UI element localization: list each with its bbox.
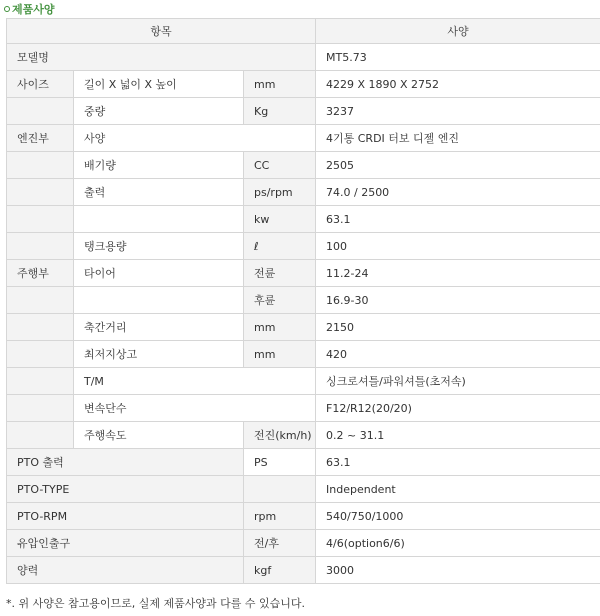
spec-label-cell: 탱크용량 <box>74 233 244 260</box>
spec-label-cell: mm <box>244 341 316 368</box>
spec-label-cell: PS <box>244 449 316 476</box>
spec-value-cell: Independent <box>316 476 600 503</box>
table-row <box>7 449 600 476</box>
spec-value-cell: 3237 <box>316 98 600 125</box>
spec-label-cell: kw <box>244 206 316 233</box>
table-row <box>7 206 600 233</box>
spec-label-cell: 양력 <box>7 557 244 584</box>
table-row <box>7 152 600 179</box>
table-row <box>7 530 600 557</box>
spec-label-cell <box>7 233 74 260</box>
spec-value-cell: 싱크로셔틀/파워셔틀(초저속) <box>316 368 600 395</box>
spec-value-cell: MT5.73 <box>316 44 600 71</box>
spec-label-cell: 최저지상고 <box>74 341 244 368</box>
spec-value-cell: 4/6(option6/6) <box>316 530 600 557</box>
table-row <box>7 233 600 260</box>
spec-label-cell: 중량 <box>74 98 244 125</box>
spec-label-cell: Kg <box>244 98 316 125</box>
spec-label-cell: ps/rpm <box>244 179 316 206</box>
spec-label-cell: 전/후 <box>244 530 316 557</box>
spec-label-cell: PTO-TYPE <box>7 476 244 503</box>
footnote: *. 위 사양은 참고용이므로, 실제 제품사양과 다를 수 있습니다. <box>6 597 305 610</box>
spec-value-cell: 540/750/1000 <box>316 503 600 530</box>
table-row <box>7 422 600 449</box>
spec-label-cell: 길이 X 넓이 X 높이 <box>74 71 244 98</box>
spec-label-cell: PTO 출력 <box>7 449 244 476</box>
spec-label-cell: 사양 <box>74 125 316 152</box>
spec-label-cell: 전진(km/h) <box>244 422 316 449</box>
spec-value-cell: 2150 <box>316 314 600 341</box>
spec-label-cell: ℓ <box>244 233 316 260</box>
spec-table <box>6 18 600 584</box>
spec-label-cell <box>7 206 74 233</box>
spec-label-cell <box>7 395 74 422</box>
header-item: 항목 <box>7 19 316 44</box>
spec-label-cell: 엔진부 <box>7 125 74 152</box>
section-title <box>4 3 55 17</box>
spec-value-cell: 3000 <box>316 557 600 584</box>
table-row <box>7 98 600 125</box>
spec-label-cell <box>7 179 74 206</box>
spec-label-cell: PTO-RPM <box>7 503 244 530</box>
table-row <box>7 557 600 584</box>
spec-label-cell: mm <box>244 71 316 98</box>
section-title-text: 제품사양 <box>12 3 55 16</box>
spec-label-cell <box>74 287 244 314</box>
spec-value-cell: 74.0 / 2500 <box>316 179 600 206</box>
spec-label-cell: 유압인출구 <box>7 530 244 557</box>
spec-label-cell <box>7 98 74 125</box>
spec-label-cell: mm <box>244 314 316 341</box>
spec-label-cell: 전륜 <box>244 260 316 287</box>
spec-label-cell <box>7 368 74 395</box>
spec-value-cell: 4229 X 1890 X 2752 <box>316 71 600 98</box>
spec-label-cell: 주행속도 <box>74 422 244 449</box>
spec-value-cell: F12/R12(20/20) <box>316 395 600 422</box>
table-row <box>7 287 600 314</box>
spec-label-cell: 변속단수 <box>74 395 316 422</box>
spec-label-cell: 타이어 <box>74 260 244 287</box>
spec-label-cell: 후륜 <box>244 287 316 314</box>
spec-label-cell: 축간거리 <box>74 314 244 341</box>
table-row <box>7 368 600 395</box>
table-row <box>7 71 600 98</box>
table-row <box>7 314 600 341</box>
spec-value-cell: 2505 <box>316 152 600 179</box>
spec-label-cell <box>244 476 316 503</box>
spec-label-cell <box>7 314 74 341</box>
table-row <box>7 179 600 206</box>
spec-label-cell <box>7 287 74 314</box>
circle-bullet-icon <box>4 6 10 12</box>
spec-value-cell: 100 <box>316 233 600 260</box>
table-row <box>7 125 600 152</box>
table-row <box>7 260 600 287</box>
spec-label-cell <box>7 341 74 368</box>
spec-label-cell: 출력 <box>74 179 244 206</box>
spec-value-cell: 4기통 CRDI 터보 디젤 엔진 <box>316 125 600 152</box>
spec-label-cell: CC <box>244 152 316 179</box>
spec-value-cell: 420 <box>316 341 600 368</box>
spec-value-cell: 63.1 <box>316 449 600 476</box>
spec-label-cell: 모델명 <box>7 44 316 71</box>
spec-label-cell: 사이즈 <box>7 71 74 98</box>
table-row <box>7 476 600 503</box>
table-row <box>7 395 600 422</box>
spec-label-cell: T/M <box>74 368 316 395</box>
spec-label-cell <box>7 152 74 179</box>
spec-label-cell <box>7 422 74 449</box>
header-spec: 사양 <box>316 19 600 44</box>
table-row <box>7 341 600 368</box>
spec-value-cell: 0.2 ~ 31.1 <box>316 422 600 449</box>
table-header-row <box>7 19 600 44</box>
spec-label-cell: rpm <box>244 503 316 530</box>
table-row <box>7 44 600 71</box>
spec-value-cell: 63.1 <box>316 206 600 233</box>
spec-value-cell: 11.2-24 <box>316 260 600 287</box>
spec-label-cell <box>74 206 244 233</box>
spec-value-cell: 16.9-30 <box>316 287 600 314</box>
spec-label-cell: kgf <box>244 557 316 584</box>
spec-label-cell: 주행부 <box>7 260 74 287</box>
spec-label-cell: 배기량 <box>74 152 244 179</box>
table-row <box>7 503 600 530</box>
